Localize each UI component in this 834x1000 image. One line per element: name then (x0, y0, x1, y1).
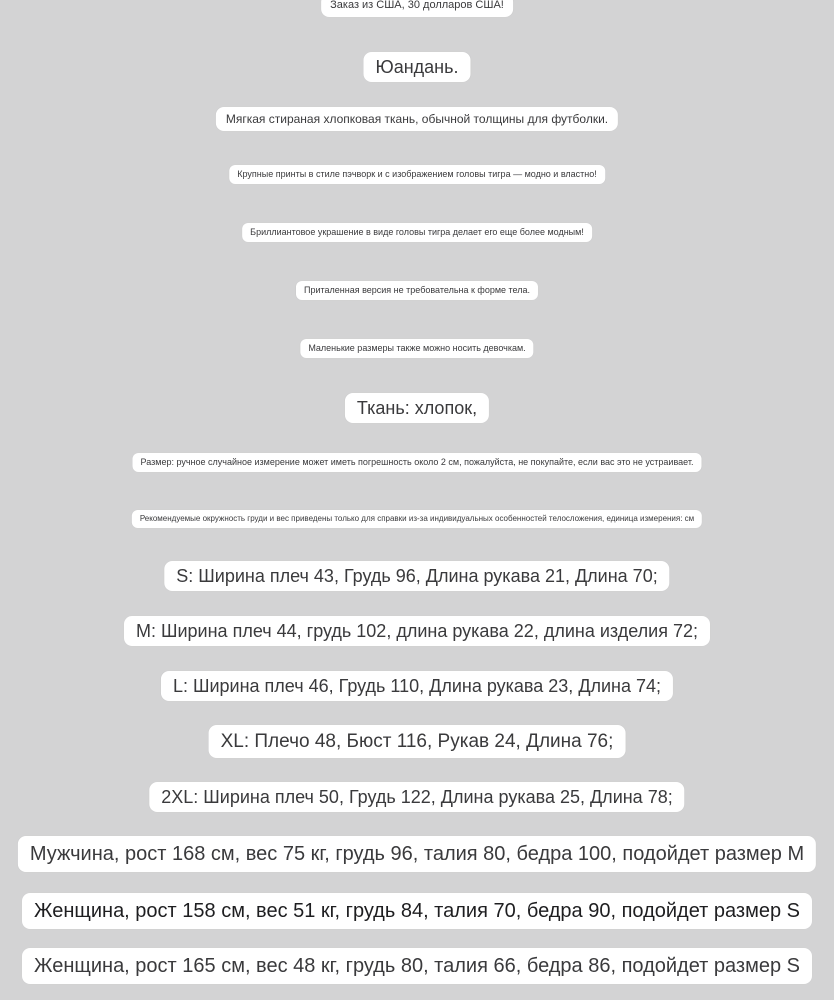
man-fit-example: Мужчина, рост 168 см, вес 75 кг, грудь 96, талия 80, бедра 100, подойдет размер M (18, 836, 816, 872)
size-xl-row: XL: Плечо 48, Бюст 116, Рукав 24, Длина 76; (209, 725, 626, 758)
diamond-decoration-text: Бриллиантовое украшение в виде головы тигра делает его еще более модным! (242, 223, 592, 242)
woman-fit-example-1: Женщина, рост 158 см, вес 51 кг, грудь 84, талия 70, бедра 90, подойдет размер S (22, 893, 812, 929)
size-m-row: M: Ширина плеч 44, грудь 102, длина рукава 22, длина изделия 72; (124, 616, 710, 646)
woman-fit-example-2: Женщина, рост 165 см, вес 48 кг, грудь 80, талия 66, бедра 86, подойдет размер S (22, 948, 812, 984)
product-title: Юандань. (364, 52, 471, 82)
size-l-row: L: Ширина плеч 46, Грудь 110, Длина рукава 23, Длина 74; (161, 671, 673, 701)
order-from-usa-text: Заказ из США, 30 долларов США! (321, 0, 513, 17)
size-s-row: S: Ширина плеч 43, Грудь 96, Длина рукава 21, Длина 70; (164, 561, 669, 591)
recommendation-note: Рекомендуемые окружность груди и вес приведены только для справки из-за индивидуальных особенностей телосложения, единица измерения: см (132, 510, 702, 528)
print-description: Крупные принты в стиле пэчворк и с изображением головы тигра — модно и властно! (229, 165, 605, 184)
small-sizes-note: Маленькие размеры также можно носить девочкам. (300, 339, 533, 358)
fit-description: Приталенная версия не требовательна к форме тела. (296, 281, 538, 300)
size-2xl-row: 2XL: Ширина плеч 50, Грудь 122, Длина рукава 25, Длина 78; (149, 782, 684, 812)
fabric-description: Мягкая стираная хлопковая ткань, обычной толщины для футболки. (216, 107, 618, 131)
fabric-label: Ткань: хлопок, (345, 393, 489, 423)
measurement-disclaimer: Размер: ручное случайное измерение может иметь погрешность около 2 см, пожалуйста, не покупайте, если вас это не устраивает. (133, 453, 702, 472)
